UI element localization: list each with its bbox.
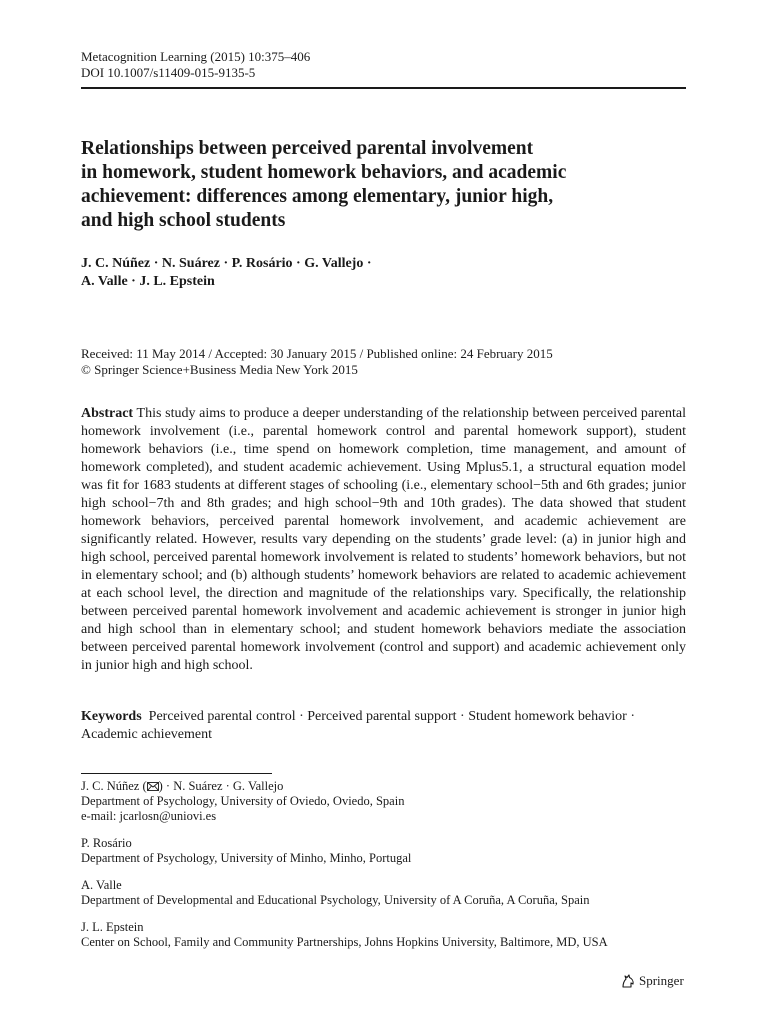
title-line: in homework, student homework behaviors, and academic: [81, 162, 567, 183]
title-line: and high school students: [81, 210, 286, 231]
affiliation-dept: Department of Psychology, University of Oviedo, Oviedo, Spain: [81, 794, 405, 808]
author-list: [81, 255, 681, 291]
keywords-line: Academic achievement: [81, 727, 212, 742]
affiliation-names: [81, 779, 691, 794]
author-line: A. Valle · J. L. Epstein: [81, 274, 215, 289]
abstract-heading: Abstract: [81, 406, 134, 421]
author-name: J. C. Núñez (: [81, 779, 147, 793]
date-history: Received: 11 May 2014 / Accepted: 30 January 2015 / Published online: 24 February 2015: [81, 346, 553, 361]
springer-horse-icon: [620, 973, 636, 989]
abstract: [81, 405, 686, 675]
title-line: achievement: differences among elementary, junior high,: [81, 186, 554, 207]
affiliation-4: [81, 920, 691, 950]
header-rule: [81, 87, 686, 89]
keywords: [81, 708, 686, 744]
envelope-icon: [147, 782, 159, 791]
author-name: P. Rosário: [81, 836, 132, 850]
footnote-rule: [81, 773, 272, 774]
author-name: J. L. Epstein: [81, 920, 144, 934]
publisher-name: Springer: [639, 973, 684, 988]
affiliation-email[interactable]: e-mail: jcarlosn@uniovi.es: [81, 809, 217, 823]
publisher-logo: [620, 972, 684, 990]
journal-header: [81, 49, 310, 81]
keywords-heading: Keywords: [81, 709, 142, 724]
journal-citation: Metacognition Learning (2015) 10:375–406: [81, 49, 311, 64]
keywords-line: Perceived parental control · Perceived parental support · Student homework behavior ·: [148, 709, 636, 724]
author-names: ) · N. Suárez · G. Vallejo: [158, 779, 284, 793]
publication-dates: [81, 346, 691, 378]
affiliation-dept: Department of Psychology, University of Minho, Minho, Portugal: [81, 851, 412, 865]
affiliation-3: [81, 878, 691, 908]
affiliation-dept: Department of Developmental and Educational Psychology, University of A Coruña, A Coruña, Spain: [81, 893, 590, 907]
author-name: A. Valle: [81, 878, 122, 892]
affiliation-1: [81, 779, 691, 824]
title-line: Relationships between perceived parental involvement: [81, 138, 534, 159]
affiliation-2: [81, 836, 691, 866]
abstract-text: This study aims to produce a deeper understanding of the relationship between perceived parental homework involvement (i.e., parental homework control and parental homework support), student homework behaviors (i.e., time spend on homework completion, time management, and amount of homework completed), and student academic achievement. Using Mplus5.1, a structural equation model was fit for 1683 students at different stages of schooling (i.e., elementary school−5th and 6th grades; junior high school−7th and 8th grades; and high school−9th and 10th grades). The data showed that student homework behaviors, perceived parental homework involvement, and academic achievement are significantly related. However, results vary depending on the students’ grade level: (a) in junior high and high school, perceived parental homework involvement is related to students’ homework behaviors, but not in elementary school; and (b) although students’ homework behaviors are related to academic achievement at each school level, the direction and magnitude of the relationships vary. Specifically, the relationship between perceived parental homework involvement and academic achievement is stronger in junior high and high school than in elementary school; and student homework behaviors mediate the association between perceived parental homework involvement (control and support) and academic achievement only in junior high and high school.: [81, 406, 686, 673]
copyright-line: © Springer Science+Business Media New York 2015: [81, 362, 358, 377]
affiliation-dept: Center on School, Family and Community Partnerships, Johns Hopkins University, Baltimore, MD, USA: [81, 935, 608, 949]
journal-doi: DOI 10.1007/s11409-015-9135-5: [81, 65, 256, 80]
author-line: J. C. Núñez · N. Suárez · P. Rosário · G. Vallejo ·: [81, 256, 372, 271]
article-title: [81, 137, 681, 233]
